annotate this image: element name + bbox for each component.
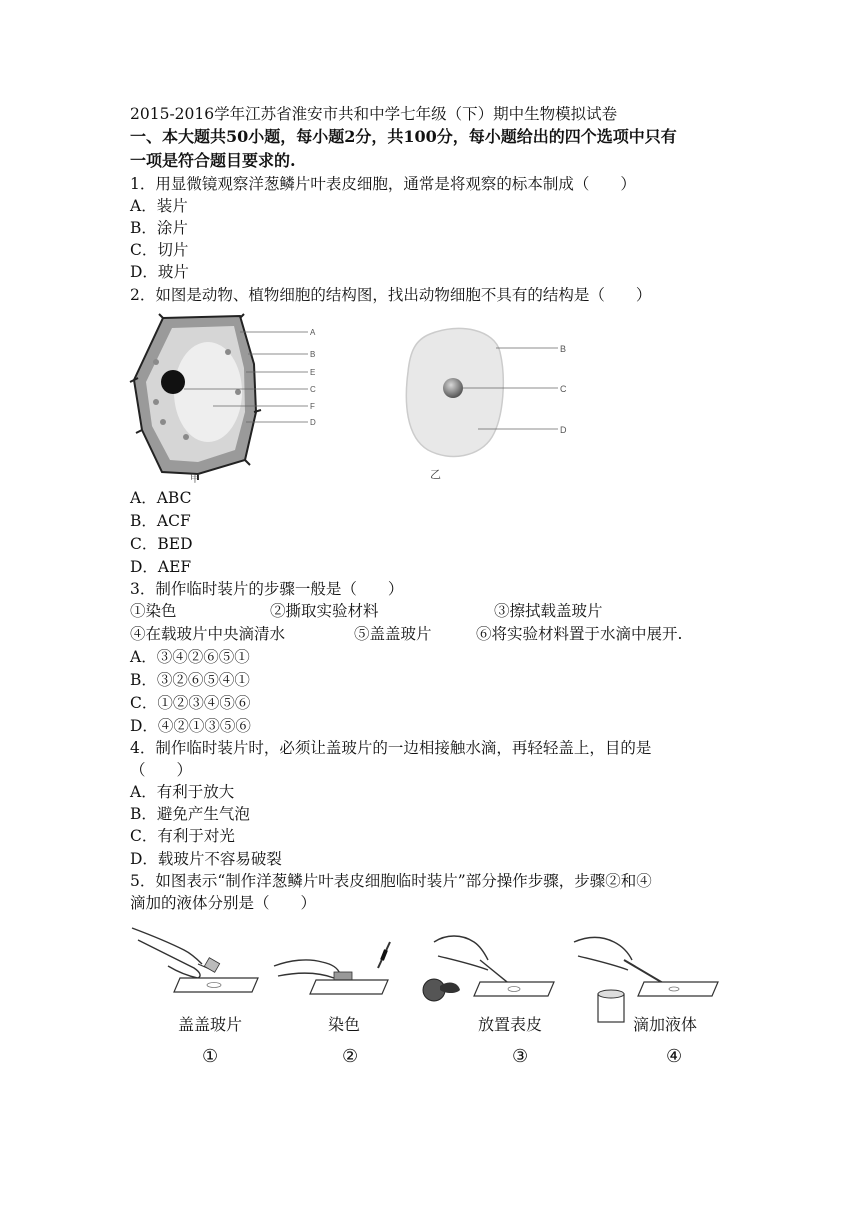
exam-title: 2015-2016学年江苏省淮安市共和中学七年级（下）期中生物模拟试卷 — [130, 105, 618, 123]
question-5-stem-line1: 5．如图表示“制作洋葱鳞片叶表皮细胞临时装片”部分操作步骤，步骤②和④ — [130, 872, 652, 890]
plant-label-b: B — [310, 350, 316, 359]
step-2-caption: 染色 — [328, 1015, 361, 1034]
animal-caption: 乙 — [430, 468, 441, 481]
question-4-stem-line1: 4．制作临时装片时，必须让盖玻片的一边相接触水滴，再轻轻盖上，目的是 — [130, 739, 652, 757]
question-2-stem: 2．如图是动物、植物细胞的结构图，找出动物细胞不具有的结构是（ ） — [130, 286, 652, 304]
q1-option-a: A．装片 — [130, 197, 188, 215]
animal-nucleus — [443, 378, 463, 398]
q3-option-b: B．③②⑥⑤④① — [130, 671, 250, 689]
q3-option-d: D．④②①③⑤⑥ — [130, 717, 251, 735]
plant-label-e: E — [310, 368, 316, 377]
plant-label-d: D — [310, 418, 316, 427]
q3-step-5: ⑤盖盖玻片 — [354, 625, 432, 643]
section-heading-line1: 一、本大题共50小题，每小题2分，共100分，每小题给出的四个选项中只有 — [130, 127, 677, 146]
question-5-stem-line2: 滴加的液体分别是（ ） — [130, 894, 317, 912]
step-4-illustration — [574, 938, 718, 1023]
q2-option-a: A．ABC — [130, 489, 192, 507]
step-3-number: ③ — [512, 1046, 529, 1067]
q4-option-c: C．有利于对光 — [130, 827, 235, 845]
plant-caption: 甲 — [190, 474, 200, 484]
question-4-stem-line2: （ ） — [130, 761, 193, 779]
q1-option-b: B．涂片 — [130, 219, 188, 237]
q4-option-d: D．载玻片不容易破裂 — [130, 850, 282, 868]
q4-option-b: B．避免产生气泡 — [130, 805, 250, 823]
plant-label-f: F — [310, 402, 315, 411]
q2-option-c: C．BED — [130, 535, 193, 553]
q3-option-a: A．③④②⑥⑤① — [130, 648, 250, 666]
step-1-illustration — [132, 928, 258, 992]
step-3-caption: 放置表皮 — [478, 1015, 543, 1034]
q3-step-2: ②撕取实验材料 — [270, 602, 379, 620]
step-3-illustration — [423, 936, 554, 1001]
plant-cell-figure — [128, 312, 328, 484]
animal-cell-figure — [400, 322, 580, 482]
q3-step-3: ③擦拭载盖玻片 — [494, 602, 603, 620]
step-4-caption: 滴加液体 — [633, 1015, 698, 1034]
step-4-number: ④ — [666, 1046, 683, 1067]
animal-label-c: C — [560, 384, 567, 394]
nucleus-dot — [161, 370, 185, 394]
plant-label-a: A — [310, 328, 316, 337]
plant-label-c: C — [310, 385, 316, 394]
q1-option-c: C．切片 — [130, 241, 189, 259]
animal-label-b: B — [560, 344, 567, 354]
animal-label-d: D — [560, 425, 567, 435]
q3-option-c: C．①②③④⑤⑥ — [130, 694, 251, 712]
question-1-stem: 1．用显微镜观察洋葱鳞片叶表皮细胞，通常是将观察的标本制成（ ） — [130, 175, 636, 193]
q2-option-b: B．ACF — [130, 512, 191, 530]
q3-step-4: ④在载玻片中央滴清水 — [130, 625, 286, 643]
q3-step-1: ①染色 — [130, 602, 177, 620]
step-1-number: ① — [202, 1046, 219, 1067]
q4-option-a: A．有利于放大 — [130, 783, 235, 801]
procedure-steps-figure — [128, 920, 728, 1070]
section-heading-line2: 一项是符合题目要求的. — [130, 151, 296, 170]
step-2-illustration — [274, 942, 390, 994]
step-2-number: ② — [342, 1046, 359, 1067]
step-1-caption: 盖盖玻片 — [178, 1015, 243, 1034]
q2-option-d: D．AEF — [130, 558, 192, 576]
question-3-stem: 3．制作临时装片的步骤一般是（ ） — [130, 580, 404, 598]
q3-step-6: ⑥将实验材料置于水滴中展开. — [476, 625, 683, 643]
q1-option-d: D．玻片 — [130, 263, 189, 281]
